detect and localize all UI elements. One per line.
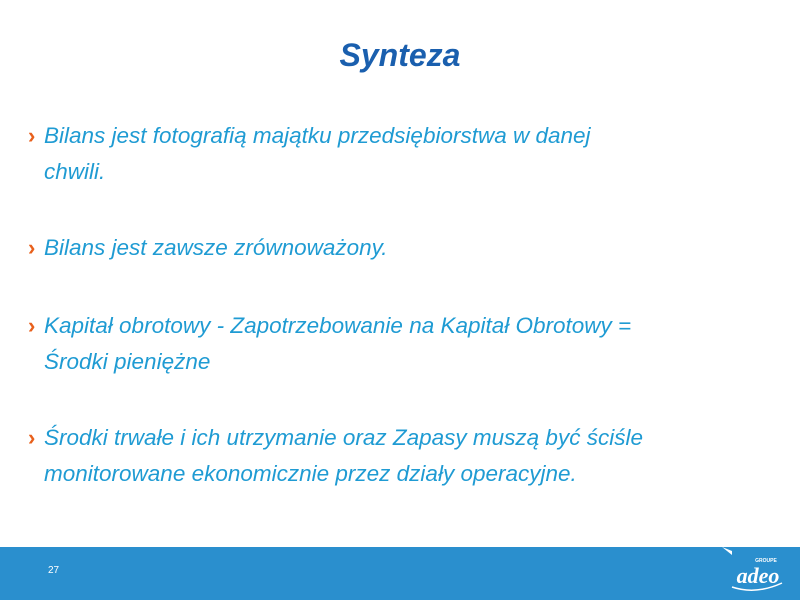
bullet-marker-icon: ›: [28, 313, 36, 338]
bullet-item: [28, 118, 768, 190]
bullet-line: Bilans jest zawsze zrównoważony.: [44, 235, 388, 260]
bullet-text: [44, 118, 591, 190]
bullet-item: [28, 420, 768, 492]
bullet-marker-icon: ›: [28, 235, 36, 260]
bullet-line: monitorowane ekonomicznie przez działy operacyjne.: [44, 461, 577, 486]
page-number: 27: [48, 565, 60, 576]
bullet-line: Środki pieniężne: [44, 349, 211, 374]
bullet-text: [44, 308, 631, 380]
bullet-line: chwili.: [44, 159, 106, 184]
bullet-text: [44, 420, 643, 492]
logo-groupe-text: GROUPE: [755, 558, 777, 564]
bullet-item: [28, 230, 768, 266]
footer-band: [0, 547, 800, 600]
slide-title: Synteza: [339, 37, 461, 73]
bullet-line: Bilans jest fotografią majątku przedsiębiorstwa w danej: [44, 123, 591, 148]
bullet-line: Kapitał obrotowy - Zapotrzebowanie na Kapitał Obrotowy =: [44, 313, 632, 338]
adeo-logo-icon: [722, 547, 790, 597]
bullet-line: Środki trwałe i ich utrzymanie oraz Zapasy muszą być ściśle: [44, 425, 643, 450]
bullet-marker-icon: ›: [28, 123, 36, 148]
bullet-item: [28, 308, 768, 380]
logo-brand-text: adeo: [736, 563, 780, 588]
bullet-marker-icon: ›: [28, 425, 36, 450]
bullet-text: [44, 230, 387, 266]
